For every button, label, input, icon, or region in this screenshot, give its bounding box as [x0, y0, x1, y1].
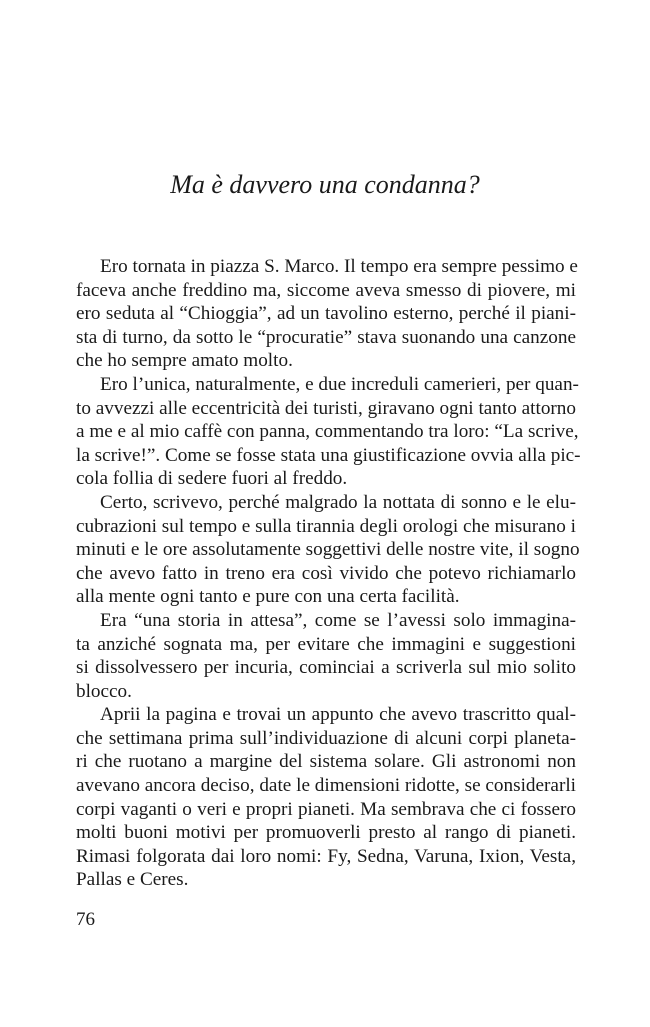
text-line: la scrive!”. Come se fosse stata una giustificazione ovvia alla pic-	[76, 444, 581, 466]
text-line: cola follia di sedere fuori al freddo.	[76, 468, 348, 490]
paragraph	[76, 703, 576, 892]
text-line: che avevo fatto in treno era così vivido che potevo richiamarlo	[76, 562, 576, 584]
text-line: che ho sempre amato molto.	[76, 350, 293, 372]
paragraph	[76, 609, 576, 703]
paragraph	[76, 255, 576, 373]
text-line: to avvezzi alle eccentricità dei turisti, giravano ogni tanto attorno	[76, 397, 576, 419]
paragraph	[76, 491, 580, 609]
text-line: che settimana prima sull’individuazione di alcuni corpi planeta-	[76, 727, 576, 749]
text-line: Rimasi folgorata dai loro nomi: Fy, Sedna, Varuna, Ixion, Vesta,	[76, 845, 576, 867]
page-number: 76	[76, 909, 95, 930]
text-line: Pallas e Ceres.	[76, 869, 189, 891]
text-line: sta di turno, da sotto le “procuratie” stava suonando una canzone	[76, 326, 576, 348]
text-line: molti buoni motivi per promuoverli presto al rango di pianeti.	[76, 822, 576, 844]
text-line: avevano ancora deciso, date le dimensioni ridotte, se considerarli	[76, 775, 576, 797]
text-line: corpi vaganti o veri e propri pianeti. Ma sembrava che ci fossero	[76, 798, 576, 820]
text-line: ero seduta al “Chioggia”, ad un tavolino esterno, perché il piani-	[76, 303, 576, 325]
text-line: Era “una storia in attesa”, come se l’avessi solo immagina-	[100, 609, 576, 631]
text-line: ta anziché sognata ma, per evitare che immagini e suggestioni	[76, 633, 576, 655]
text-line: faceva anche freddino ma, siccome aveva smesso di piovere, mi	[76, 279, 576, 301]
text-line: Ero l’unica, naturalmente, e due increduli camerieri, per quan-	[100, 373, 579, 395]
text-line: si dissolvessero per incuria, cominciai a scriverla sul mio solito	[76, 657, 576, 679]
paragraph	[76, 373, 581, 491]
text-line: blocco.	[76, 680, 132, 702]
text-line: Certo, scrivevo, perché malgrado la nottata di sonno e le elu-	[100, 491, 576, 513]
text-line: cubrazioni sul tempo e sulla tirannia degli orologi che misurano i	[76, 515, 576, 537]
body-text	[76, 255, 581, 892]
text-line: minuti e le ore assolutamente soggettivi delle nostre vite, il sogno	[76, 539, 580, 561]
chapter-title: Ma è davvero una condanna?	[170, 170, 480, 199]
text-line: ri che ruotano a margine del sistema solare. Gli astronomi non	[76, 751, 576, 773]
text-line: Ero tornata in piazza S. Marco. Il tempo era sempre pessimo e	[100, 256, 578, 277]
text-line: Aprii la pagina e trovai un appunto che avevo trascritto qual-	[100, 704, 576, 726]
text-line: a me e al mio caffè con panna, commentando tra loro: “La scrive,	[76, 421, 579, 443]
text-line: alla mente ogni tanto e pure con una certa facilità.	[76, 586, 460, 608]
